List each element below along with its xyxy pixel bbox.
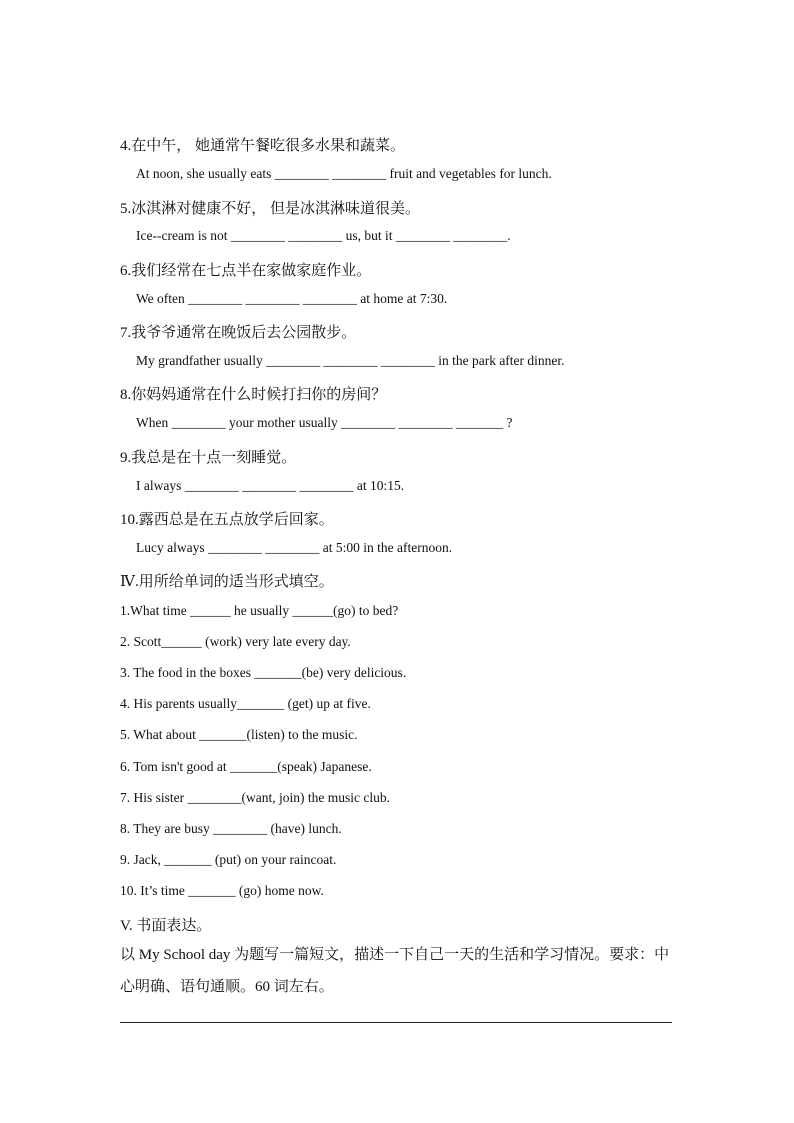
question-4-english: At noon, she usually eats ________ ________ fruit and vegetables for lunch. bbox=[136, 166, 552, 181]
section-5-heading: V. 书面表达。 bbox=[120, 918, 212, 934]
question-5-english: Ice--cream is not ________ ________ us, but it ________ ________. bbox=[136, 228, 511, 243]
fill-item-2: 2. Scott______ (work) very late every day. bbox=[120, 634, 351, 649]
section-4-heading: Ⅳ.用所给单词的适当形式填空。 bbox=[120, 574, 334, 590]
fill-item-10: 10. It’s time _______ (go) home now. bbox=[120, 883, 324, 898]
fill-item-4: 4. His parents usually_______ (get) up at five. bbox=[120, 696, 371, 711]
question-9-chinese: 9.我总是在十点一刻睡觉。 bbox=[120, 450, 297, 466]
fill-item-1: 1.What time ______ he usually ______(go) to bed? bbox=[120, 603, 399, 618]
question-7-chinese: 7.我爷爷通常在晚饭后去公园散步。 bbox=[120, 325, 357, 341]
answer-line bbox=[120, 1022, 672, 1023]
question-10-chinese: 10.露西总是在五点放学后回家。 bbox=[120, 512, 334, 528]
question-8-chinese: 8.你妈妈通常在什么时候打扫你的房间？ bbox=[120, 387, 387, 403]
writing-prompt: 以 My School day 为题写一篇短文，描述一下自己一天的生活和学习情况。要求：中心明确、语句通顺。60 词左右。 bbox=[120, 947, 670, 995]
fill-item-3: 3. The food in the boxes _______(be) very delicious. bbox=[120, 665, 407, 680]
fill-item-8: 8. They are busy ________ (have) lunch. bbox=[120, 821, 342, 836]
fill-item-7: 7. His sister ________(want, join) the music club. bbox=[120, 790, 390, 805]
question-6-chinese: 6.我们经常在七点半在家做家庭作业。 bbox=[120, 263, 372, 279]
question-4-chinese: 4.在中午， 她通常午餐吃很多水果和蔬菜。 bbox=[120, 138, 406, 154]
question-6-english: We often ________ ________ ________ at home at 7:30. bbox=[136, 291, 448, 306]
question-5-chinese: 5.冰淇淋对健康不好， 但是冰淇淋味道很美。 bbox=[120, 201, 421, 217]
fill-item-5: 5. What about _______(listen) to the music. bbox=[120, 727, 358, 742]
question-10-english: Lucy always ________ ________ at 5:00 in the afternoon. bbox=[136, 540, 453, 555]
question-8-english: When ________ your mother usually ________ ________ _______ ? bbox=[136, 415, 513, 430]
question-9-english: I always ________ ________ ________ at 10:15. bbox=[136, 478, 405, 493]
question-7-english: My grandfather usually ________ ________ ________ in the park after dinner. bbox=[136, 353, 565, 368]
fill-item-6: 6. Tom isn't good at _______(speak) Japanese. bbox=[120, 759, 372, 774]
fill-item-9: 9. Jack, _______ (put) on your raincoat. bbox=[120, 852, 337, 867]
